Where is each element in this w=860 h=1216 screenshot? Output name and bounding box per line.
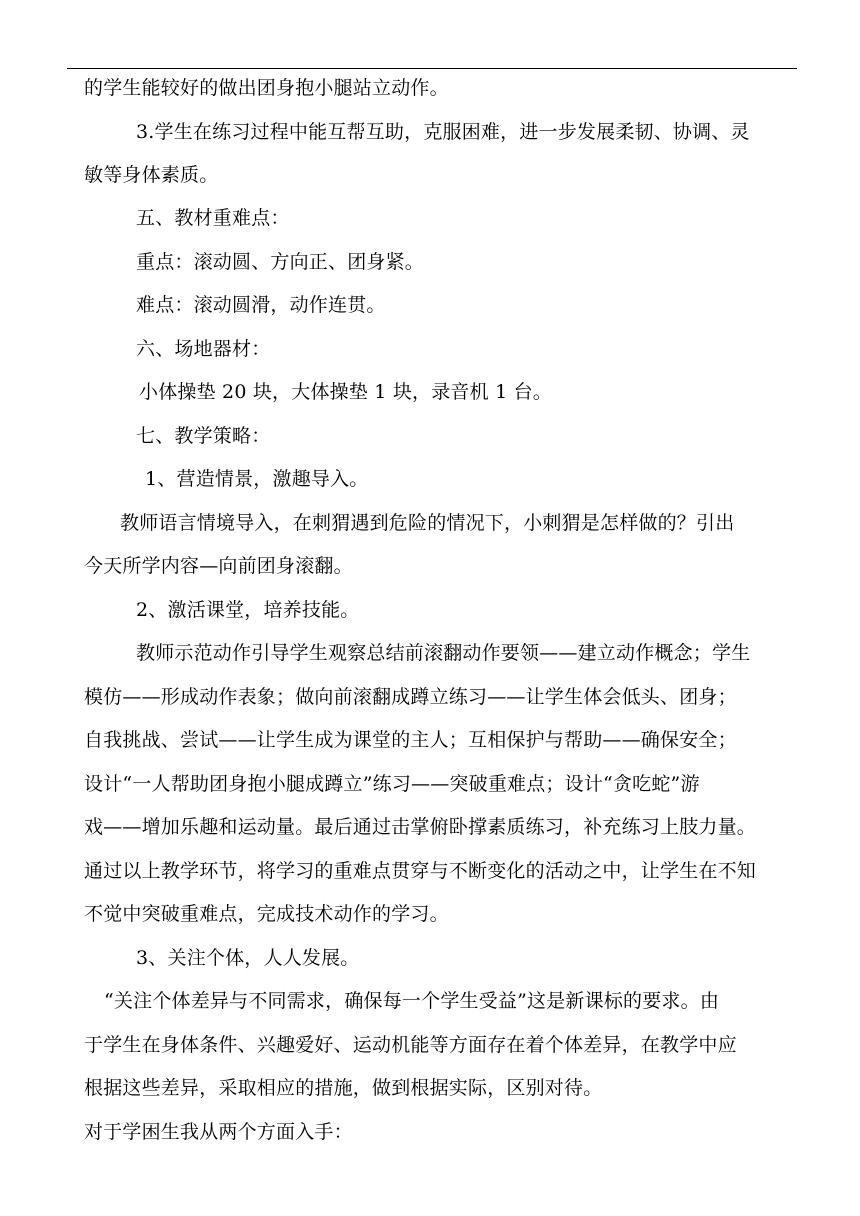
text-line-23: 于学生在身体条件、兴趣爱好、运动机能等方面存在着个体差异，在教学中应 [84, 1034, 737, 1056]
header-rule [67, 68, 797, 69]
text-line-21: 3、关注个体，人人发展。 [136, 947, 360, 969]
text-line-6: 难点：滚动圆滑，动作连贯。 [136, 294, 386, 316]
text-line-20: 不觉中突破重难点，完成技术动作的学习。 [84, 903, 449, 925]
text-line-14: 教师示范动作引导学生观察总结前滚翻动作要领——建立动作概念；学生 [136, 642, 751, 664]
text-line-25: 对于学困生我从两个方面入手： [84, 1121, 353, 1143]
text-line-4: 五、教材重难点： [136, 207, 290, 229]
text-line-17: 设计“一人帮助团身抱小腿成蹲立”练习——突破重难点；设计“贪吃蛇”游 [84, 773, 700, 795]
text-line-10: 1、营造情景，激趣导入。 [145, 468, 369, 490]
text-line-16: 自我挑战、尝试——让学生成为课堂的主人；互相保护与帮助——确保安全； [84, 729, 737, 751]
text-line-3: 敏等身体素质。 [84, 164, 219, 186]
text-line-5: 重点：滚动圆、方向正、团身紧。 [136, 251, 425, 273]
text-line-18: 戏——增加乐趣和运动量。最后通过击掌俯卧撑素质练习，补充练习上肢力量。 [84, 816, 757, 838]
text-line-7: 六、场地器材： [136, 338, 271, 360]
text-line-19: 通过以上教学环节，将学习的重难点贯穿与不断变化的活动之中，让学生在不知 [84, 860, 757, 882]
text-line-8: 小体操垫 20 块，大体操垫 1 块，录音机 1 台。 [139, 381, 552, 403]
text-line-22: “关注个体差异与不同需求，确保每一个学生受益”这是新课标的要求。由 [104, 990, 720, 1012]
text-line-12: 今天所学内容—向前团身滚翻。 [84, 555, 353, 577]
text-line-24: 根据这些差异，采取相应的措施，做到根据实际，区别对待。 [84, 1077, 603, 1099]
text-line-13: 2、激活课堂，培养技能。 [136, 599, 360, 621]
text-line-2: 3.学生在练习过程中能互帮互助，克服困难，进一步发展柔韧、协调、灵 [136, 121, 750, 143]
text-line-1: 的学生能较好的做出团身抱小腿站立动作。 [84, 77, 449, 99]
text-line-15: 模仿——形成动作表象；做向前滚翻成蹲立练习——让学生体会低头、团身； [84, 686, 737, 708]
text-line-9: 七、教学策略： [136, 425, 271, 447]
text-line-11: 教师语言情境导入，在刺猬遇到危险的情况下，小刺猬是怎样做的？引出 [120, 512, 735, 534]
